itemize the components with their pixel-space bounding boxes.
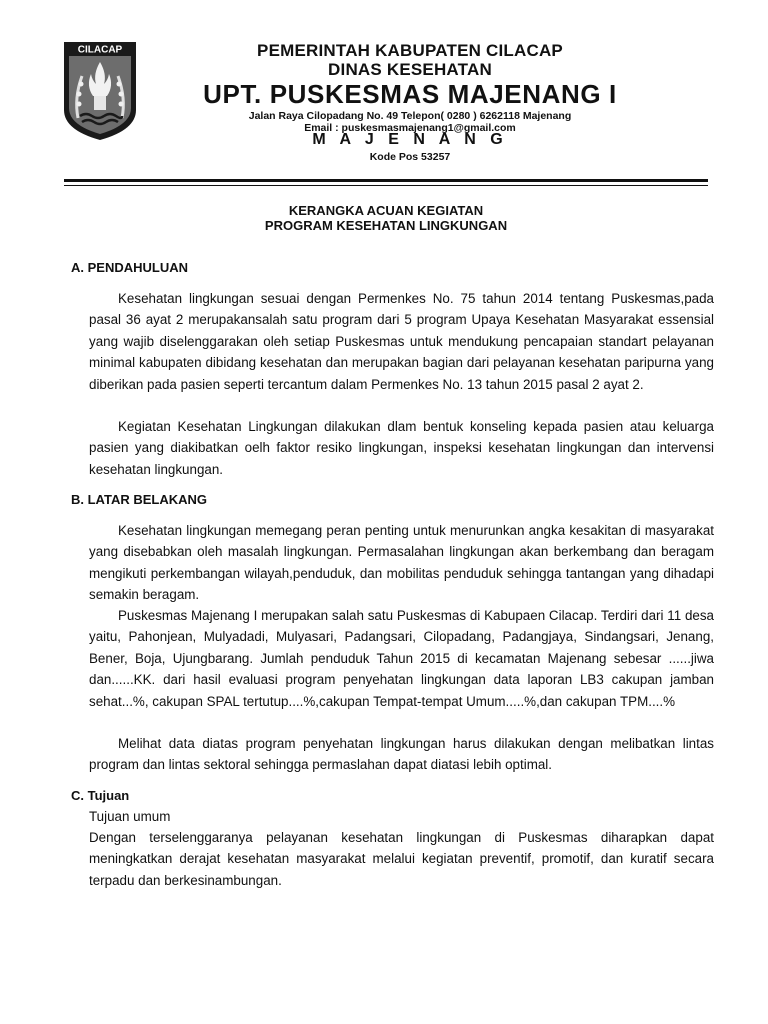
email-line: Email : puskesmasmajenang1@gmail.com [304, 122, 516, 134]
institution-name: UPT. PUSKESMAS MAJENANG I [203, 79, 617, 109]
letterhead-divider-thin [64, 185, 708, 186]
document-title-line2: PROGRAM KESEHATAN LINGKUNGAN [264, 218, 508, 233]
section-a-paragraph-1: Kesehatan lingkungan sesuai dengan Permenkes No. 75 tahun 2014 tentang Puskesmas,pada pasal 36 ayat 2 merupakansalah satu program dari 5 program Upaya Kesehatan Masyarakat essensial yang wajib diselenggarakan oleh setiap Puskesmas untuk mendukung pencapaian standart pelayanan minimal kabupaten dibidang kesehatan dan merupakan bagian dari pelayanan kesehatan paripurna yang diberikan pada pasien seperti tercantum dalam Permenkes No. 13 tahun 2015 pasal 2 ayat 2. [89, 291, 714, 392]
section-c-paragraph-1: Dengan terselenggaranya pelayanan kesehatan lingkungan di Puskesmas diharapkan dapat meningkatkan derajat kesehatan masyarakat melalui kegiatan preventif, promotif, dan kuratif secara terpadu dan berkesinambungan. [89, 830, 714, 888]
section-c-subheading: Tujuan umum [89, 809, 171, 824]
postal-code: Kode Pos 53257 [369, 151, 451, 163]
document-title-line1: KERANGKA ACUAN KEGIATAN [288, 203, 484, 218]
section-b-paragraph-3: Melihat data diatas program penyehatan lingkungan harus dilakukan dengan melibatkan lintas program dan lintas sektoral sehingga permaslahan dapat diatasi lebih optimal. [89, 736, 714, 773]
department-name: DINAS KESEHATAN [328, 60, 492, 79]
section-a-paragraph-2: Kegiatan Kesehatan Lingkungan dilakukan dlam bentuk konseling kepada pasien atau keluarga pasien yang diakibatkan oelh faktor resiko lingkungan, inspeksi kesehatan lingkungan dan intervensi kesehatan lingkungan. [89, 419, 714, 477]
section-a-heading: A. PENDAHULUAN [71, 260, 188, 275]
section-b-paragraph-2: Puskesmas Majenang I merupakan salah satu Puskesmas di Kabupaen Cilacap. Terdiri dari 11 desa yaitu, Pahonjean, Mulyadadi, Mulyasari, Padangsari, Cilopadang, Padangjaya, Sindangsari, Jenang, Bener, Boja, Ujungbarang. Jumlah penduduk Tahun 2015 di kecamatan Majenang sebesar ......jiwa dan......KK. dari hasil evaluasi program penyehatan lingkungan data laporan LB3 cakupan jamban sehat...%, cakupan SPAL tertutup....%,cakupan Tempat-tempat Umum.....%,dan cakupan TPM....% [89, 608, 714, 709]
section-b-paragraph-1: Kesehatan lingkungan memegang peran penting untuk menurunkan angka kesakitan di masyarakat yang disebabkan oleh masalah lingkungan. Permasalahan lingkungan akan berkembang dan beragam mengikuti perkembangan wilayah,penduduk, dan mobilitas penduduk sehingga tantangan yang dihadapi semakin beragam. [89, 523, 714, 603]
logo-label: CILACAP [77, 44, 123, 56]
letterhead-divider-thick [64, 179, 708, 182]
government-name: PEMERINTAH KABUPATEN CILACAP [257, 41, 563, 60]
address-line: Jalan Raya Cilopadang No. 49 Telepon( 0280 ) 6262118 Majenang [248, 110, 572, 122]
cilacap-regency-logo [60, 40, 140, 142]
section-b-heading: B. LATAR BELAKANG [71, 492, 208, 507]
town-name: M A J E N A N G [312, 131, 508, 148]
section-c-heading: C. Tujuan [71, 788, 130, 803]
